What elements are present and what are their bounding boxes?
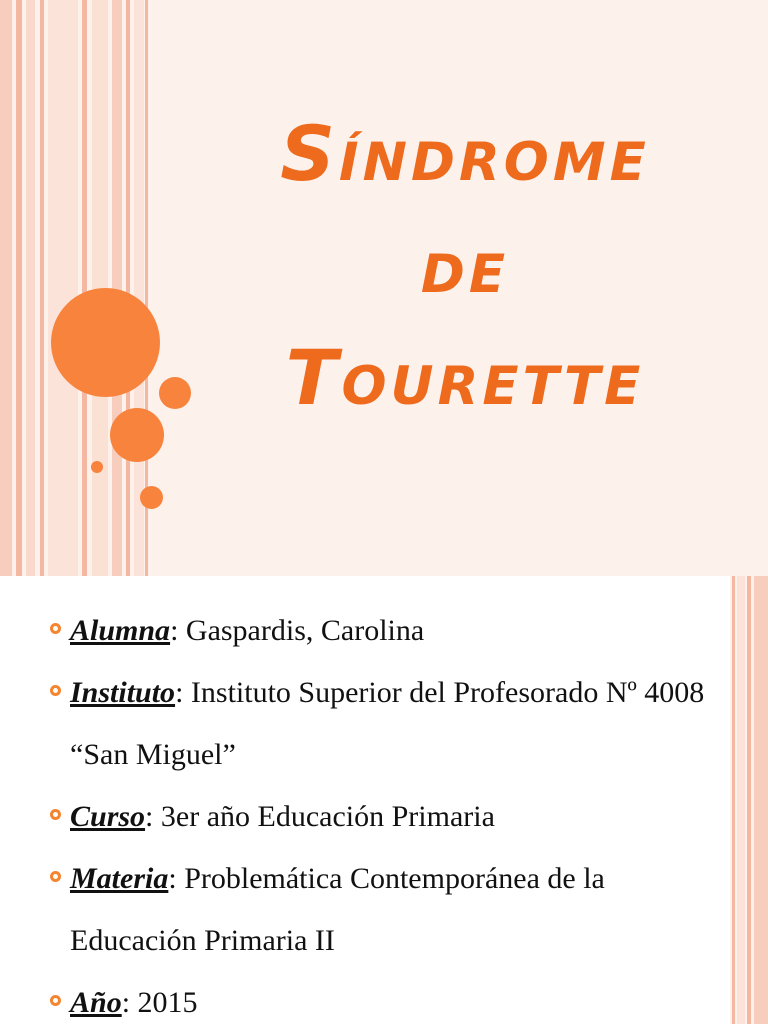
item-separator: : (175, 676, 184, 709)
list-item-alumna (46, 600, 716, 662)
bullet-icon (50, 809, 61, 820)
item-label: Alumna (70, 614, 171, 647)
item-label: Curso (70, 800, 146, 833)
info-slide (0, 576, 768, 1024)
list-item-curso (46, 786, 716, 848)
item-label: Materia (70, 862, 169, 895)
decorative-circle-large (51, 288, 160, 397)
item-value: 3er año Educación Primaria (153, 800, 495, 833)
title-line-2: de (420, 221, 510, 310)
list-item-materia (46, 848, 716, 972)
item-separator: : (168, 862, 177, 895)
item-separator: : (121, 986, 131, 1019)
item-separator: : (170, 614, 179, 647)
item-label: Año (70, 986, 122, 1019)
list-item-instituto (46, 662, 716, 786)
bullet-icon (50, 623, 61, 634)
list-item-ano (46, 972, 716, 1024)
decorative-circle-small (159, 377, 191, 409)
item-label: Instituto (70, 676, 176, 709)
item-value: 2015 (130, 986, 198, 1019)
bullet-icon (50, 685, 61, 696)
decorative-circle-medium (110, 408, 164, 462)
decorative-stripes-left (0, 0, 150, 576)
bullet-icon (50, 995, 61, 1006)
item-value: Gaspardis, Carolina (178, 614, 425, 647)
decorative-circle-tiny (91, 461, 103, 473)
item-separator: : (145, 800, 154, 833)
item-value: Instituto Superior del Profesorado Nº 4008 “San Miguel” (70, 676, 705, 771)
decorative-stripes-right (732, 576, 768, 1024)
slide-title (200, 98, 730, 434)
decorative-circle-small-2 (140, 486, 163, 509)
title-line-1: Síndrome (280, 109, 650, 198)
bullet-icon (50, 871, 61, 882)
title-line-3: Tourette (285, 333, 645, 422)
item-value: Problemática Contemporánea de la Educación Primaria II (70, 862, 605, 957)
info-list (46, 600, 716, 1024)
